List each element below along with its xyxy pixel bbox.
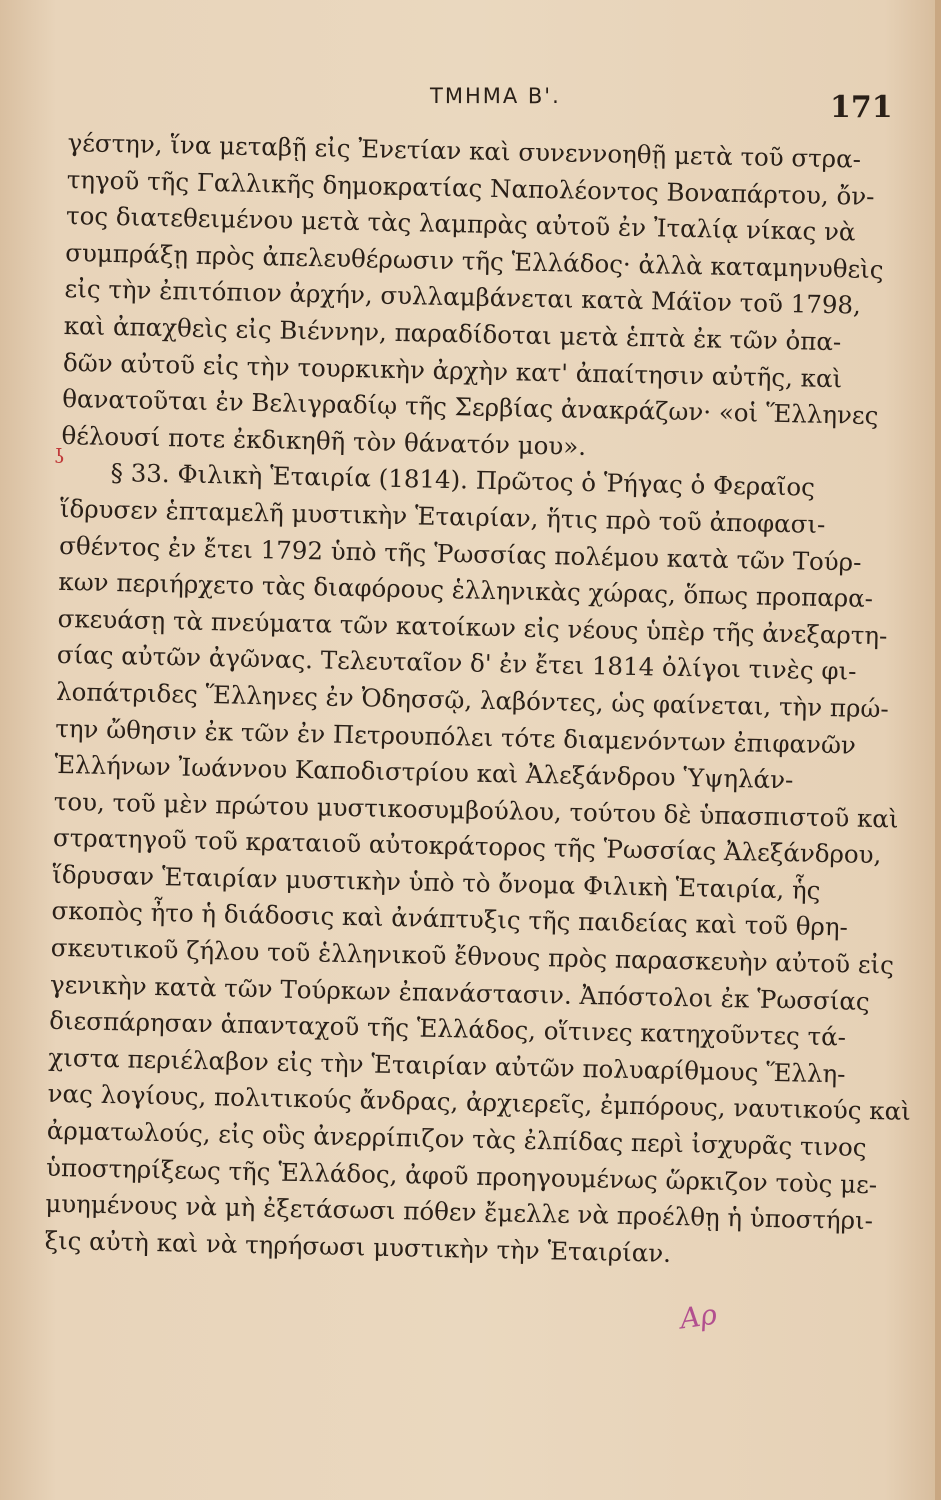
text-line: θέλουσί ποτε ἐκδικηθῆ τὸν θάνατόν μου». bbox=[61, 420, 587, 461]
margin-pencil-mark: ʖ bbox=[54, 444, 65, 468]
text-line: την ὤθησιν ἐκ τῶν ἐν Πετρουπόλει τότε διαμενόντων ἐπιφανῶν bbox=[55, 713, 857, 760]
text-line: τος διατεθειμένου μετὰ τὰς λαμπρὰς αὐτοῦ ἐν Ἰταλίᾳ νίκας νὰ bbox=[65, 201, 856, 247]
text-line: μυημένους νὰ μὴ ἐξετάσωσι πόθεν ἔμελλε νὰ προέλθῃ ἡ ὑποστήρι- bbox=[45, 1188, 874, 1236]
text-line: Ἑλλήνων Ἰωάννου Καποδιστρίου καὶ Ἀλεξάνδρου Ὑψηλάν- bbox=[54, 749, 794, 795]
page-edge bbox=[935, 0, 941, 1500]
section-heading-line: § 33. Φιλικὴ Ἑταιρία (1814). Πρῶτος ὁ Ῥήγας ὁ Φεραῖος bbox=[110, 458, 816, 503]
text-line: χιστα περιέλαβον εἰς τὴν Ἑταιρίαν αὐτῶν πολυαρίθμους Ἕλλη- bbox=[48, 1042, 846, 1089]
text-line: λοπάτριδες Ἕλληνες ἐν Ὀδησσῷ, λαβόντες, ὡς φαίνεται, τὴν πρώ- bbox=[55, 676, 889, 724]
text-line: σίας αὐτῶν ἀγῶνας. Τελευταῖον δ' ἐν ἔτει 1814 ὀλίγοι τινὲς φι- bbox=[56, 640, 857, 686]
text-line: θανατοῦται ἐν Βελιγραδίῳ τῆς Σερβίας ἀνακράζων· «οἱ Ἕλληνες bbox=[61, 384, 879, 431]
text-line: συμπράξῃ πρὸς ἀπελευθέρωσιν τῆς Ἑλλάδος· ἀλλὰ καταμηνυθεὶς bbox=[65, 237, 884, 284]
text-line: σκευάσῃ τὰ πνεύματα τῶν κατοίκων εἰς νέους ὑπὲρ τῆς ἀνεξαρτη- bbox=[57, 603, 888, 650]
text-line: εἰς τὴν ἐπιτόπιον ἀρχήν, συλλαμβάνεται κατὰ Μάϊον τοῦ 1798, bbox=[64, 274, 862, 321]
text-line: ὑποστηρίξεως τῆς Ἑλλάδος, ἀφοῦ προηγουμένως ὥρκιζον τοὺς με- bbox=[45, 1152, 878, 1199]
page-header bbox=[0, 78, 941, 125]
text-line: ἀρματωλούς, εἰς οὓς ἀνερρίπιζον τὰς ἐλπίδας περὶ ἰσχυρᾶς τινος bbox=[46, 1115, 867, 1162]
text-line: νας λογίους, πολιτικούς ἄνδρας, ἀρχιερεῖς, ἐμπόρους, ναυτικούς καὶ bbox=[47, 1079, 912, 1127]
text-line: στρατηγοῦ τοῦ κραταιοῦ αὐτοκράτορος τῆς Ῥωσσίας Ἀλεξάνδρου, bbox=[52, 823, 882, 870]
text-line: δῶν αὐτοῦ εἰς τὴν τουρκικὴν ἀρχὴν κατ' ἀπαίτησιν αὐτῆς, καὶ bbox=[62, 347, 843, 393]
text-line: τηγοῦ τῆς Γαλλικῆς δημοκρατίας Ναπολέοντος Βοναπάρτου, ὄν- bbox=[66, 164, 875, 211]
text-line: ξις αὐτὴ καὶ νὰ τηρήσωσι μυστικὴν τὴν Ἑταιρίαν. bbox=[44, 1225, 672, 1268]
text-line: κων περιήρχετο τὰς διαφόρους ἑλληνικὰς χώρας, ὅπως προπαρα- bbox=[58, 567, 874, 614]
text-line: καὶ ἀπαχθεὶς εἰς Βιέννην, παραδίδοται μετὰ ἑπτὰ ἐκ τῶν ὀπα- bbox=[63, 310, 842, 357]
text-line: γέστην, ἵνα μεταβῇ εἰς Ἐνετίαν καὶ συνεννοηθῇ μετὰ τοῦ στρα- bbox=[67, 127, 862, 174]
text-line: γενικὴν κατὰ τῶν Τούρκων ἐπανάστασιν. Ἀπόστολοι ἐκ Ῥωσσίας bbox=[49, 969, 870, 1016]
text-line: ἵδρυσεν ἑπταμελῆ μυστικὴν Ἑταιρίαν, ἥτις πρὸ τοῦ ἀποφασι- bbox=[59, 493, 826, 539]
text-line: σθέντος ἐν ἔτει 1792 ὑπὸ τῆς Ῥωσσίας πολέμου κατὰ τῶν Τούρ- bbox=[58, 530, 862, 577]
text-line: διεσπάρησαν ἁπανταχοῦ τῆς Ἑλλάδος, οἵτινες κατηχοῦντες τά- bbox=[48, 1006, 847, 1052]
text-line: σκευτικοῦ ζήλου τοῦ ἑλληνικοῦ ἔθνους πρὸς παρασκευὴν αὐτοῦ εἰς bbox=[50, 932, 895, 980]
handwritten-annotation: Αρ bbox=[677, 1297, 719, 1336]
body-text bbox=[44, 125, 912, 1276]
running-head: ΤΜΗΜΑ Β'. bbox=[430, 84, 561, 108]
page-number: 171 bbox=[830, 90, 893, 125]
text-line: ἵδρυσαν Ἑταιρίαν μυστικὴν ὑπὸ τὸ ὄνομα Φιλικὴ Ἑταιρία, ἧς bbox=[52, 859, 821, 905]
text-line: σκοπὸς ἦτο ἡ διάδοσις καὶ ἀνάπτυξις τῆς παιδείας καὶ τοῦ θρη- bbox=[51, 896, 849, 942]
text-line: του, τοῦ μὲν πρώτου μυστικοσυμβούλου, τούτου δὲ ὑπασπιστοῦ καὶ bbox=[53, 786, 899, 834]
